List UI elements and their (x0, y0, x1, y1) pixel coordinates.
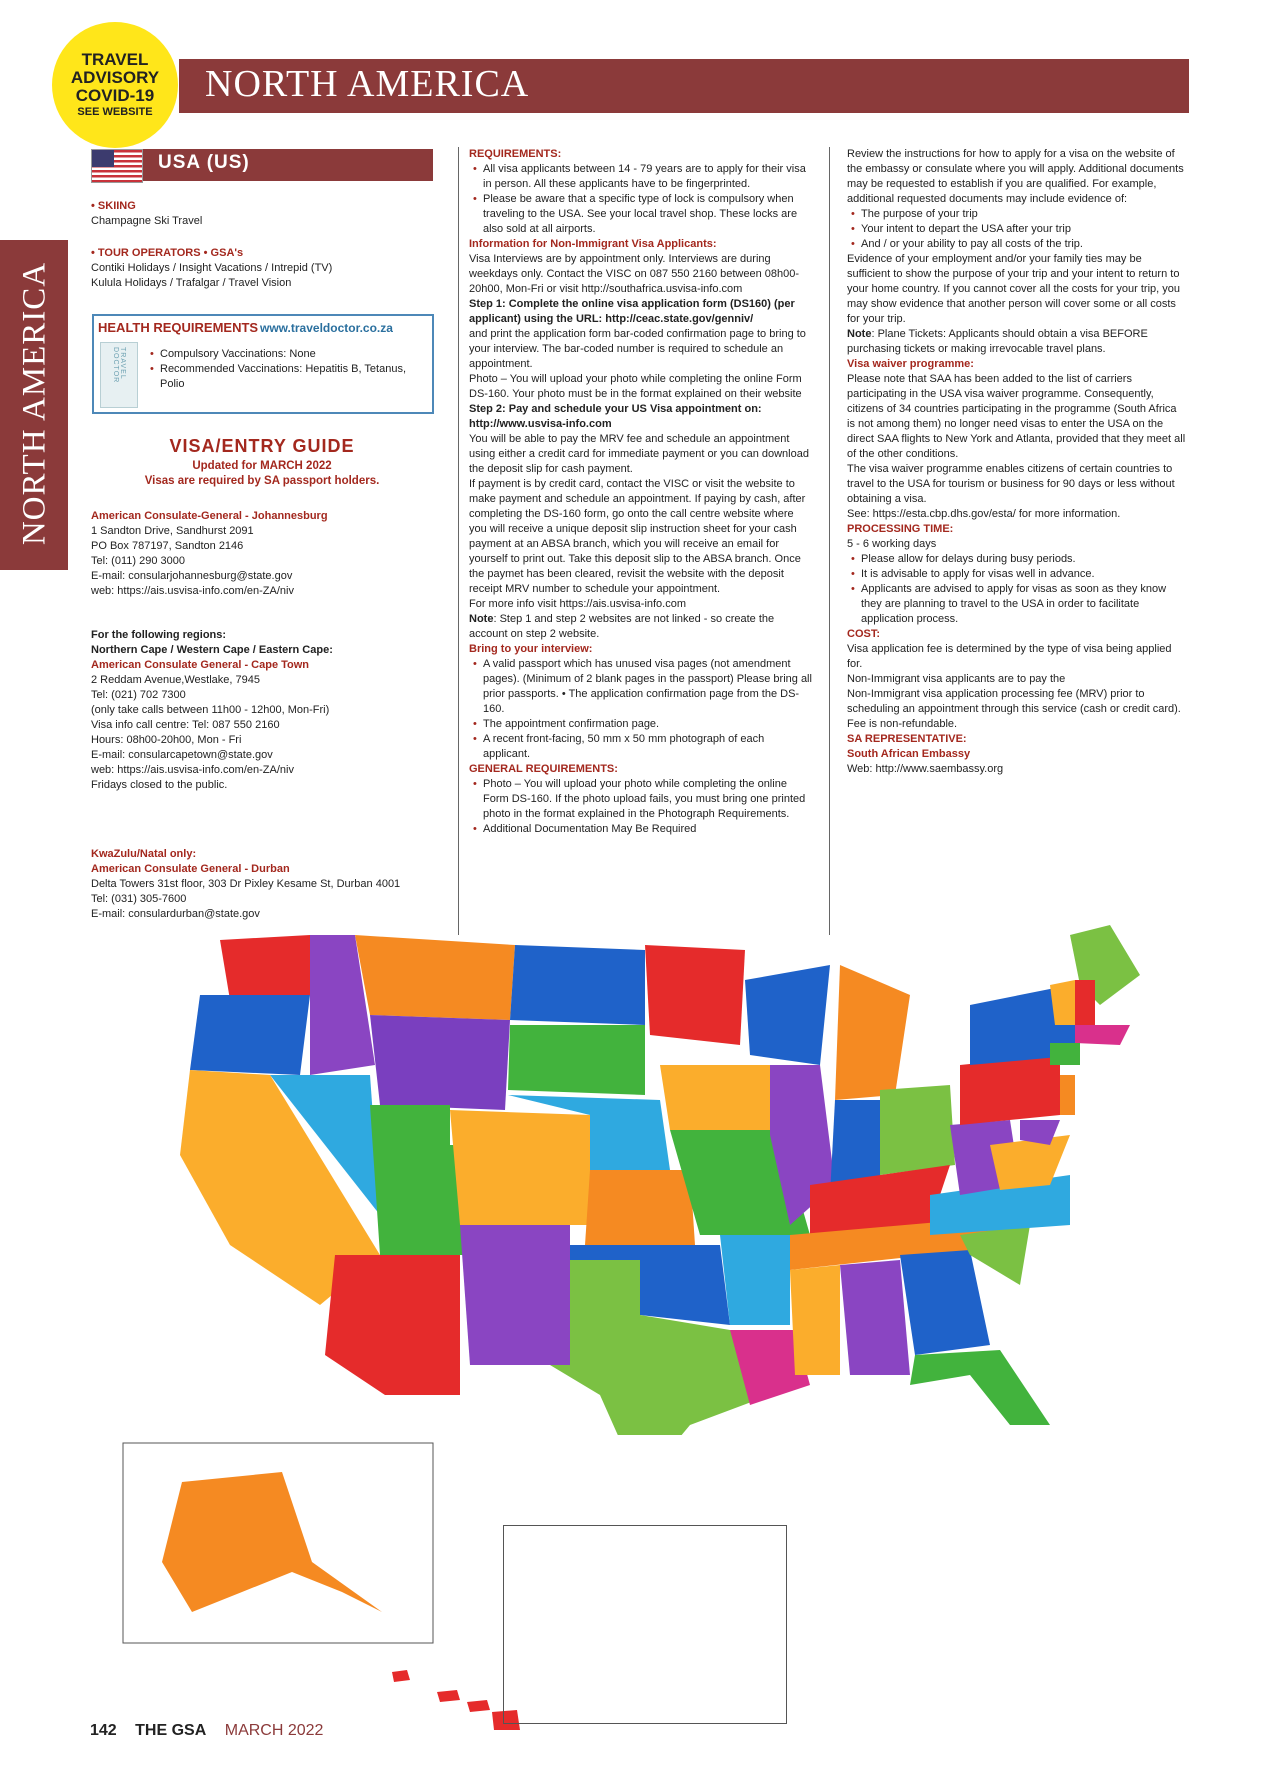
cost-line: Visa application fee is determined by the type of visa being applied for. (847, 643, 1172, 670)
hawaii-island (392, 1670, 410, 1682)
skiing-heading: • SKIING (91, 200, 136, 212)
review-item: • The purpose of your trip (861, 207, 1187, 222)
state-shape (508, 1025, 645, 1095)
step2-text: You will be able to pay the MRV fee and schedule an appointment using either a credit card for immediate payment or you can download the deposit slip for cash payment. (469, 433, 809, 475)
side-tab-label: NORTH AMERICA (16, 261, 53, 546)
general-title: GENERAL REQUIREMENTS: (469, 763, 618, 775)
state-shape (370, 1015, 510, 1110)
plane-note (847, 327, 1187, 357)
general-item: • Photo – You will upload your photo while completing the online Form DS-160. If the photo upload fails, you must bring one printed photo in the format explained in the Photograph Requirements. (483, 777, 814, 822)
processing-item: • Please allow for delays during busy periods. (861, 552, 1187, 567)
consulate-line: Hours: 08h00-20h00, Mon - Fri (91, 734, 242, 746)
consulate-line: Tel: (031) 305-7600 (91, 893, 187, 905)
processing-item: • Applicants are advised to apply for visas as soon as they know they are planning to travel to the USA in order to facilitate application process. (861, 582, 1187, 627)
badge-line3: COVID-19 (75, 85, 155, 105)
cost-title: COST: (847, 628, 880, 640)
health-list (146, 347, 416, 392)
skiing-text: Champagne Ski Travel (91, 215, 203, 227)
note-text: : Step 1 and step 2 websites are not linked - so create the account on step 2 website. (469, 613, 775, 640)
visa-guide-required: Visas are required by SA passport holders. (144, 475, 380, 487)
state-shape (1060, 1075, 1075, 1115)
travel-doctor-logo (100, 342, 138, 408)
step1-photo: Photo – You will upload your photo while completing the online Form DS-160. Your photo must be in the format explained on their website (469, 373, 802, 400)
tour-operators-line1: Contiki Holidays / Insight Vacations / Intrepid (TV) (91, 262, 333, 274)
state-shape (840, 1260, 910, 1375)
consulate-web[interactable]: web: https://ais.usvisa-info.com/en-ZA/niv (91, 764, 294, 776)
processing-text: 5 - 6 working days (847, 538, 937, 550)
state-shape (960, 1055, 1060, 1125)
note-label: Note (469, 613, 494, 625)
consulate-email[interactable]: E-mail: consularcapetown@state.gov (91, 749, 273, 761)
magazine-name: THE GSA (135, 1722, 207, 1739)
health-url-link[interactable]: www.traveldoctor.co.za (260, 321, 393, 335)
waiver-text: The visa waiver programme enables citizens of certain countries to travel to the USA for tourism or business for 90 days or less without obtaining a visa. (847, 463, 1175, 505)
cost-line: Fee is non-refundable. (847, 718, 958, 730)
consulate-web[interactable]: web: https://ais.usvisa-info.com/en-ZA/niv (91, 585, 294, 597)
consulate-dbn-title: American Consulate General - Durban (91, 863, 290, 875)
state-shape (450, 1110, 590, 1225)
state-shape (910, 1350, 1050, 1425)
state-shape (355, 935, 515, 1020)
consulate-cpt (91, 628, 436, 793)
visa-guide-updated: Updated for MARCH 2022 (192, 460, 332, 472)
usa-flag-icon (91, 149, 143, 183)
page-footer (90, 1722, 323, 1740)
consulate-jhb-title: American Consulate-General - Johannesburg (91, 510, 328, 522)
consulate-dbn (91, 847, 436, 922)
step1-text: and print the application form bar-coded confirmation page to bring to your interview. The bar-coded number is required to schedule an appointment. (469, 328, 806, 370)
hawaii-island (437, 1690, 460, 1702)
consulate-line: Fridays closed to the public. (91, 779, 228, 791)
evidence-text: Evidence of your employment and/or your family ties may be sufficient to show the purpose of your trip and your intent to return to your home country. If you cannot cover all the costs for your trip, you may show evidence that another person will cover some or all costs for your trip. (847, 253, 1181, 325)
waiver-title: Visa waiver programme: (847, 358, 974, 370)
regions-intro: For the following regions: (91, 629, 227, 641)
health-title: HEALTH REQUIREMENTS (98, 320, 259, 335)
consulate-dbn-region: KwaZulu/Natal only: (91, 848, 197, 860)
bring-item: • A valid passport which has unused visa pages (not amendment pages). (Minimum of 2 blank pages in the passport) Please bring all prior passports. • The application confirmation page from the DS-160. (483, 657, 814, 717)
state-shape (585, 1170, 695, 1245)
bring-item: • A recent front-facing, 50 mm x 50 mm photograph of each applicant. (483, 732, 814, 762)
bring-title: Bring to your interview: (469, 643, 593, 655)
logo-text: TRAVEL DOCTOR (112, 347, 126, 384)
column-divider (458, 147, 459, 935)
hawaii-island (467, 1700, 490, 1712)
requirements-title: REQUIREMENTS: (469, 148, 562, 160)
consulate-line: (only take calls between 11h00 - 12h00, Mon-Fri) (91, 704, 330, 716)
step1-title: Step 1: Complete the online visa application form (DS160) (per applicant) using the URL: http://ceac.state.gov/genniv/ (469, 298, 795, 325)
cost-line: Non-Immigrant visa application processing fee (MRV) prior to scheduling an appointment through this service (cash or credit card). (847, 688, 1181, 715)
consulate-cpt-title: American Consulate General - Cape Town (91, 659, 310, 671)
state-shape (790, 1265, 840, 1375)
review-text: Review the instructions for how to apply for a visa on the website of the embassy or consulate where you will apply. Additional documents may be requested to establish if you are qualified. For example, additional requested documents may include evidence of: (847, 148, 1184, 205)
consulate-line: 1 Sandton Drive, Sandhurst 2091 (91, 525, 254, 537)
waiver-text: Please note that SAA has been added to the list of carriers participating in the USA visa waiver programme. Consequently, citizens of 34 countries participating in the programme (South Africa is not among them) no longer need visas to enter the USA on the direct SAA flights to New York and Atlanta, provided that they meet all of the other conditions. (847, 373, 1186, 460)
state-shape (510, 945, 645, 1025)
consulate-email[interactable]: E-mail: consulardurban@state.gov (91, 908, 260, 920)
consulate-jhb (91, 509, 436, 599)
state-shape (900, 1250, 990, 1355)
consulate-line: Delta Towers 31st floor, 303 Dr Pixley Kesame St, Durban 4001 (91, 878, 401, 890)
nonimm-title: Information for Non-Immigrant Visa Applicants: (469, 238, 717, 250)
badge-line4: SEE WEBSITE (77, 106, 153, 119)
tour-operators-section (91, 246, 332, 291)
state-shape (835, 965, 910, 1100)
tour-operators-line2: Kulula Holidays / Trafalgar / Travel Vision (91, 277, 292, 289)
state-shape (745, 965, 830, 1065)
step-note (469, 612, 814, 642)
consulate-line: Visa info call centre: Tel: 087 550 2160 (91, 719, 280, 731)
step2-text: If payment is by credit card, contact the VISC or visit the website to make payment and schedule an appointment. If paying by cash, after completing the DS-160 form, go onto the call centre website where you will receive a unique deposit slip instruction sheet for your cash payment at an ABSA branch, which you will receive an email for yourself to print out. Take this deposit slip to the ABSA branch. Once the paymet has been cleared, revisit the website with the deposit receipt MRV number to schedule your appointment. (469, 478, 806, 595)
waiver-see[interactable]: See: https://esta.cbp.dhs.gov/esta/ for more information. (847, 508, 1121, 520)
note-text: : Plane Tickets: Applicants should obtain a visa BEFORE purchasing tickets or making irrevocable travel plans. (847, 328, 1148, 355)
processing-title: PROCESSING TIME: (847, 523, 954, 535)
requirement-item: • Please be aware that a specific type of lock is compulsory when traveling to the USA. See your local travel shop. These locks are also sold at all airports. (483, 192, 814, 237)
rep-web[interactable]: Web: http://www.saembassy.org (847, 763, 1004, 775)
nonimm-text: Visa Interviews are by appointment only. Interviews are during weekdays only. Contact the VISC on 087 550 2160 between 08h00-20h00, Mon-Fri or visit http://southafrica.usvisa-info.com (469, 253, 800, 295)
state-shape (1050, 1043, 1080, 1065)
alaska-hawaii-inset (122, 1442, 522, 1732)
tour-operators-heading: • TOUR OPERATORS • GSA's (91, 247, 244, 259)
cost-line: Non-Immigrant visa applicants are to pay the (847, 673, 1066, 685)
state-shape (190, 995, 310, 1075)
requirement-item: • All visa applicants between 14 - 79 years are to apply for their visa in person. All these applicants have to be fingerprinted. (483, 162, 814, 192)
state-shape (720, 1235, 790, 1325)
travel-advisory-badge[interactable] (52, 22, 178, 148)
rep-title: SA REPRESENTATIVE: (847, 733, 967, 745)
state-shape (1075, 980, 1095, 1025)
review-item: • And / or your ability to pay all costs of the trip. (861, 237, 1187, 252)
hawaii-inset-frame (503, 1525, 787, 1724)
review-item: • Your intent to depart the USA after your trip (861, 222, 1187, 237)
visa-guide-title: VISA/ENTRY GUIDE (169, 436, 355, 456)
consulate-email[interactable]: E-mail: consularjohannesburg@state.gov (91, 570, 293, 582)
step2-text: For more info visit https://ais.usvisa-info.com (469, 598, 687, 610)
usa-map (170, 925, 1230, 1435)
badge-line2: ADVISORY (70, 67, 160, 87)
page-number: 142 (90, 1722, 117, 1739)
consulate-line: PO Box 787197, Sandton 2146 (91, 540, 244, 552)
health-item: • Recommended Vaccinations: Hepatitis B, Tetanus, Polio (160, 362, 416, 392)
state-shape (645, 945, 745, 1045)
general-item: • Additional Documentation May Be Required (483, 822, 814, 837)
regions-list: Northern Cape / Western Cape / Eastern Cape: (91, 644, 333, 656)
consulate-line: Tel: (021) 702 7300 (91, 689, 186, 701)
skiing-section (91, 199, 202, 229)
column-divider (829, 147, 830, 935)
note-label: Note (847, 328, 872, 340)
visa-guide-subtitle (92, 459, 432, 489)
issue-date: MARCH 2022 (224, 1722, 324, 1739)
processing-item: • It is advisable to apply for visas well in advance. (861, 567, 1187, 582)
badge-line1: TRAVEL (81, 49, 149, 69)
consulate-line: 2 Reddam Avenue,Westlake, 7945 (91, 674, 260, 686)
state-shape (880, 1085, 955, 1175)
state-shape (660, 1065, 780, 1130)
health-item: • Compulsory Vaccinations: None (160, 347, 416, 362)
info-column (847, 147, 1187, 777)
page-title: NORTH AMERICA (205, 63, 530, 105)
rep-name: South African Embassy (847, 748, 971, 760)
bring-item: • The appointment confirmation page. (483, 717, 814, 732)
requirements-column (469, 147, 814, 837)
country-name: USA (US) (158, 152, 250, 173)
state-shape (325, 1255, 460, 1395)
alaska-shape (162, 1472, 382, 1612)
state-shape (1075, 1025, 1130, 1045)
state-shape (460, 1225, 570, 1365)
consulate-line: Tel: (011) 290 3000 (91, 555, 185, 567)
state-shape (220, 935, 310, 1000)
step2-title: Step 2: Pay and schedule your US Visa appointment on: http://www.usvisa-info.com (469, 403, 762, 430)
